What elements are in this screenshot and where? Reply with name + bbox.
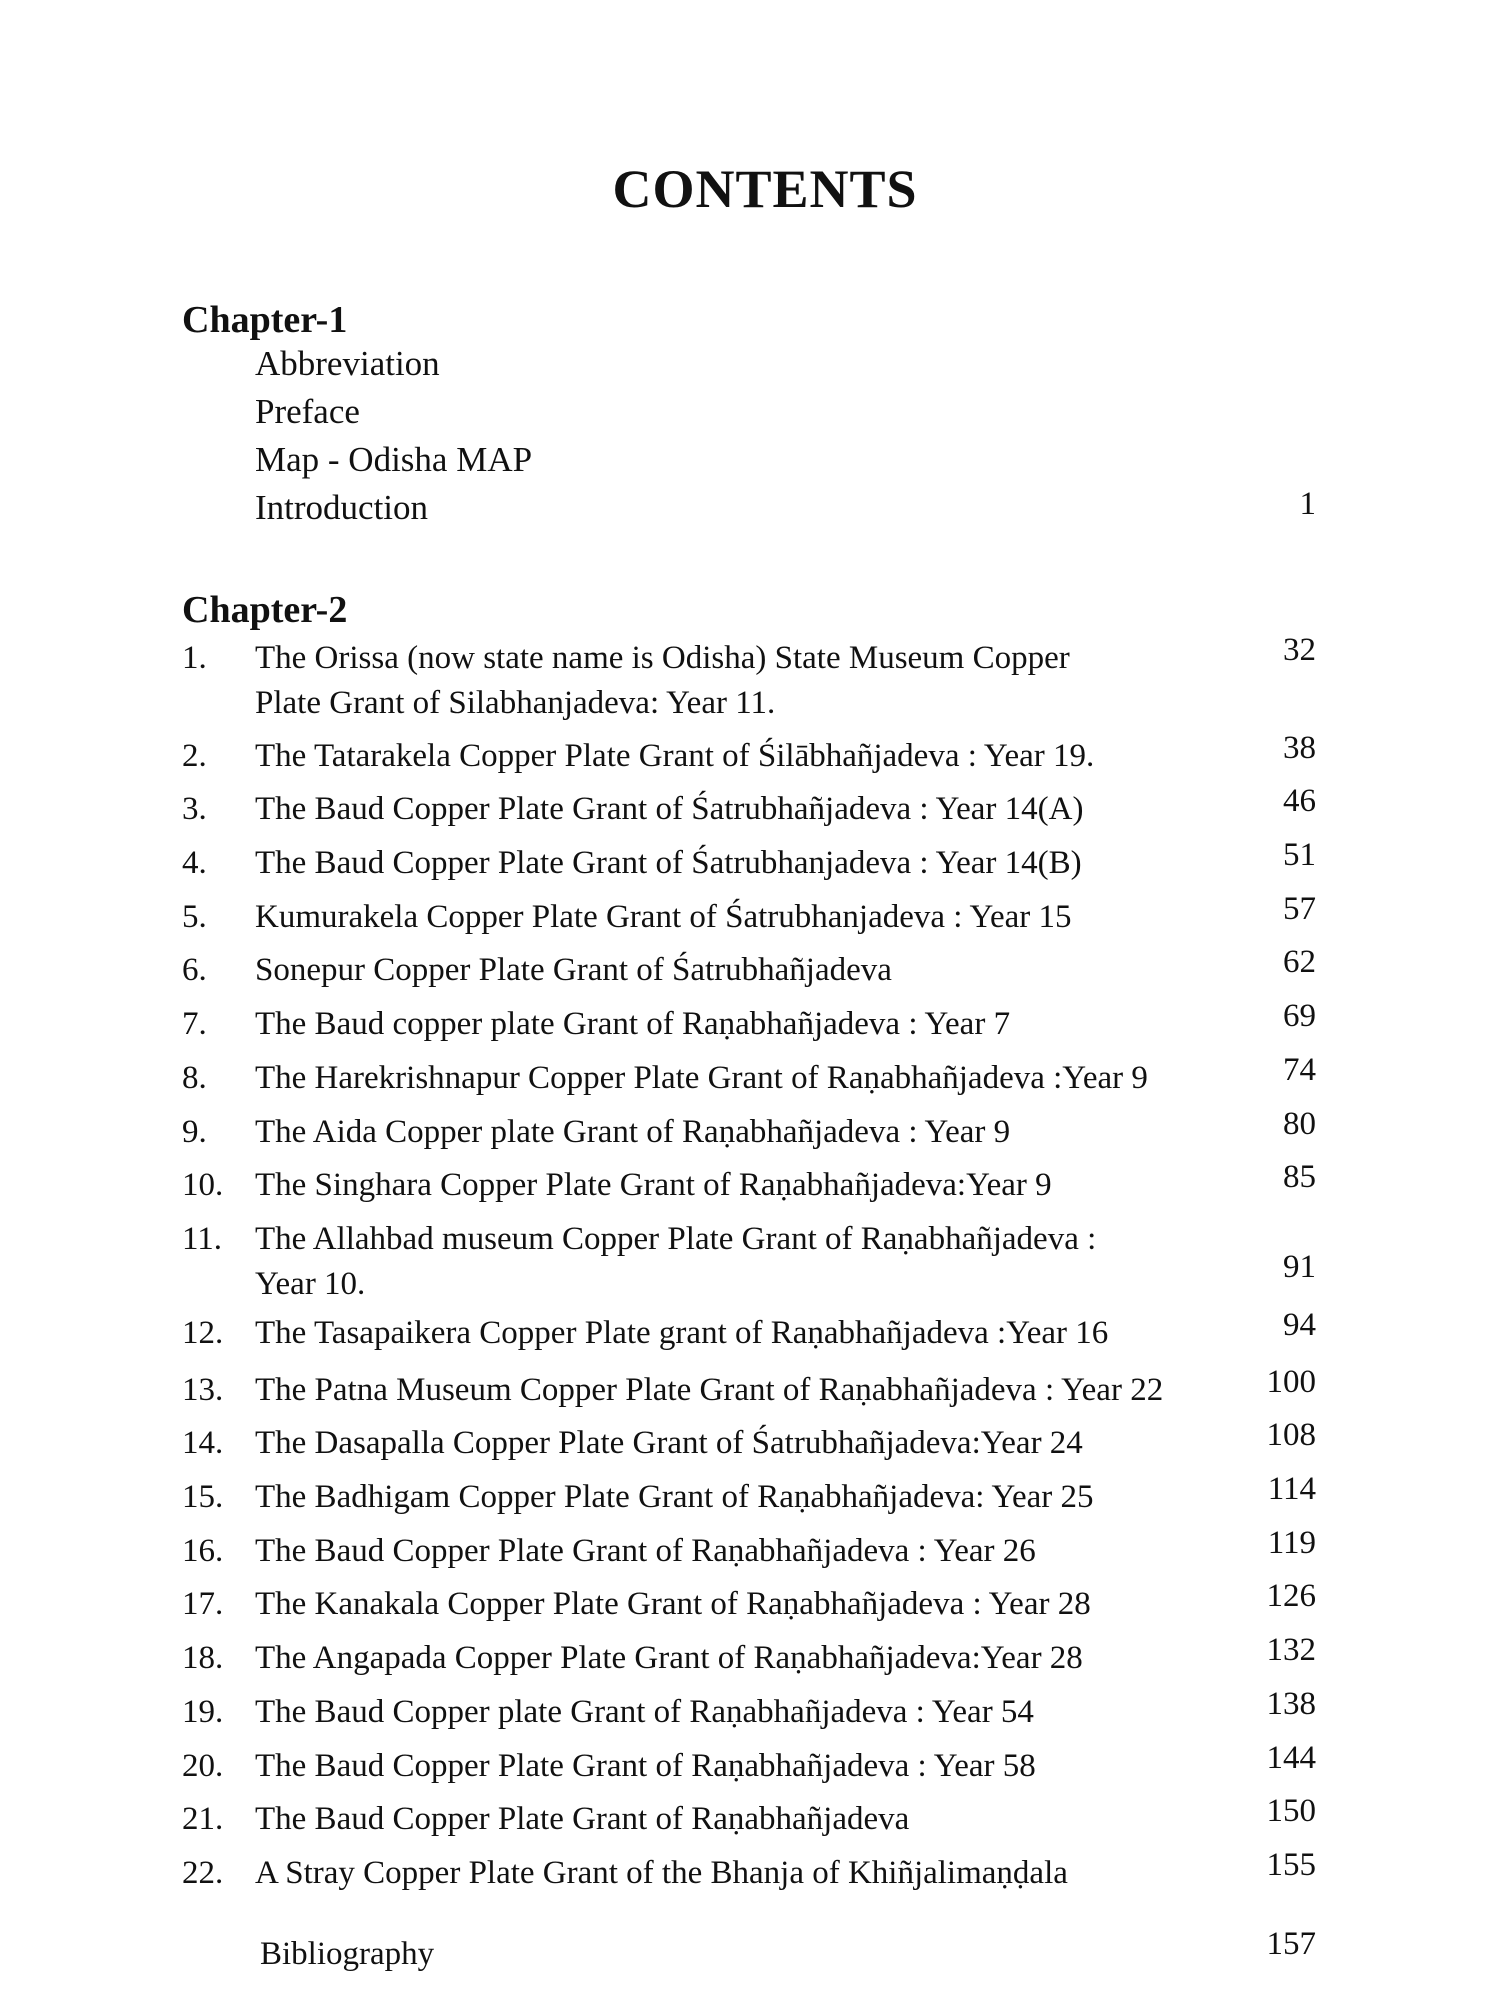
toc-entry-title bbox=[255, 1744, 1235, 1789]
toc-entry-page-number: 144 bbox=[1266, 1740, 1316, 1776]
toc-entry-number: 13. bbox=[182, 1372, 224, 1408]
toc-entry-title-line: The Baud Copper plate Grant of Raṇabhañjadeva : Year 54 bbox=[255, 1694, 1034, 1730]
toc-entry-page-number: 74 bbox=[1283, 1052, 1316, 1088]
toc-entry-title-line: The Kanakala Copper Plate Grant of Raṇabhañjadeva : Year 28 bbox=[255, 1586, 1091, 1622]
toc-entry-page-number: 46 bbox=[1283, 783, 1316, 819]
toc-entry-number: 10. bbox=[182, 1167, 224, 1203]
toc-entry-title bbox=[255, 1582, 1235, 1627]
toc-entry-page-number: 57 bbox=[1283, 891, 1316, 927]
toc-entry-page-number: 32 bbox=[1283, 632, 1316, 668]
toc-entry-title-line: The Aida Copper plate Grant of Raṇabhañjadeva : Year 9 bbox=[255, 1114, 1011, 1150]
toc-entry-number: 2. bbox=[182, 738, 207, 774]
toc-item-map: Map - Odisha MAP bbox=[255, 440, 533, 479]
toc-entry-page-number: 155 bbox=[1266, 1847, 1316, 1883]
toc-entry-number: 19. bbox=[182, 1694, 224, 1730]
toc-item-introduction: Introduction bbox=[255, 488, 429, 527]
toc-entry-title-line: The Harekrishnapur Copper Plate Grant of Raṇabhañjadeva :Year 9 bbox=[255, 1060, 1148, 1096]
toc-entry-title bbox=[255, 1163, 1235, 1208]
toc-entry-title bbox=[255, 1421, 1235, 1466]
toc-entry-page-number: 38 bbox=[1283, 730, 1316, 766]
toc-entry-number: 7. bbox=[182, 1006, 207, 1042]
toc-entry-page-number: 94 bbox=[1283, 1307, 1316, 1343]
toc-entry-title bbox=[255, 636, 1235, 726]
toc-entry-title-line: The Dasapalla Copper Plate Grant of Śatrubhañjadeva:Year 24 bbox=[255, 1425, 1083, 1461]
toc-entry-number: 17. bbox=[182, 1586, 224, 1622]
toc-entry-title bbox=[255, 1110, 1235, 1155]
toc-entry-title bbox=[255, 1851, 1235, 1896]
toc-entry-number: 3. bbox=[182, 791, 207, 827]
toc-entry-title bbox=[255, 787, 1235, 832]
toc-entry-title-line: The Allahbad museum Copper Plate Grant of Raṇabhañjadeva : bbox=[255, 1221, 1097, 1257]
toc-entry-number: 16. bbox=[182, 1533, 224, 1569]
toc-entry-page-number: 62 bbox=[1283, 944, 1316, 980]
toc-entry-title bbox=[255, 1056, 1235, 1101]
toc-entry-page-number: 126 bbox=[1266, 1578, 1316, 1614]
toc-entry-number: 21. bbox=[182, 1801, 224, 1837]
toc-entry-title-line: The Baud copper plate Grant of Raṇabhañjadeva : Year 7 bbox=[255, 1006, 1011, 1042]
toc-entry-title-line: Kumurakela Copper Plate Grant of Śatrubhanjadeva : Year 15 bbox=[255, 899, 1072, 935]
toc-entry-number: 11. bbox=[182, 1221, 223, 1257]
toc-entry-title-line: Sonepur Copper Plate Grant of Śatrubhañjadeva bbox=[255, 952, 892, 988]
toc-entry-number: 22. bbox=[182, 1855, 224, 1891]
toc-entry-title bbox=[255, 1002, 1235, 1047]
toc-entry-title-line: The Patna Museum Copper Plate Grant of Raṇabhañjadeva : Year 22 bbox=[255, 1372, 1164, 1408]
toc-entry-title-line: The Tasapaikera Copper Plate grant of Raṇabhañjadeva :Year 16 bbox=[255, 1315, 1109, 1351]
toc-entry-title-line: The Orissa (now state name is Odisha) State Museum Copper bbox=[255, 640, 1070, 676]
toc-entry-page-number: 100 bbox=[1266, 1364, 1316, 1400]
toc-entry-page-number: 108 bbox=[1266, 1417, 1316, 1453]
toc-entry-number: 8. bbox=[182, 1060, 207, 1096]
toc-entry-number: 4. bbox=[182, 845, 207, 881]
chapter-1-heading: Chapter-1 bbox=[182, 299, 348, 341]
toc-entry-title bbox=[255, 895, 1235, 940]
toc-entry-number: 18. bbox=[182, 1640, 224, 1676]
toc-entry-page-number: 69 bbox=[1283, 998, 1316, 1034]
toc-entry-page-number: 119 bbox=[1267, 1525, 1316, 1561]
toc-entry-page-number: 132 bbox=[1266, 1632, 1316, 1668]
toc-entry-title bbox=[255, 1475, 1235, 1520]
toc-entry-title-line: Plate Grant of Silabhanjadeva: Year 11. bbox=[255, 685, 776, 721]
toc-entry-number: 20. bbox=[182, 1748, 224, 1784]
toc-entry-page-number: 114 bbox=[1267, 1471, 1316, 1507]
toc-item-preface: Preface bbox=[255, 392, 360, 431]
toc-entry-title-line: The Badhigam Copper Plate Grant of Raṇabhañjadeva: Year 25 bbox=[255, 1479, 1094, 1515]
toc-entry-number: 12. bbox=[182, 1315, 224, 1351]
toc-entry-page-number: 51 bbox=[1283, 837, 1316, 873]
toc-page-bibliography: 157 bbox=[1266, 1926, 1316, 1962]
toc-entry-title-line: Year 10. bbox=[255, 1266, 366, 1302]
toc-entry-title bbox=[255, 948, 1235, 993]
toc-entry-page-number: 80 bbox=[1283, 1106, 1316, 1142]
toc-page-introduction: 1 bbox=[1299, 486, 1316, 522]
toc-entry-title bbox=[255, 1529, 1235, 1574]
toc-entry-title-line: The Angapada Copper Plate Grant of Raṇabhañjadeva:Year 28 bbox=[255, 1640, 1083, 1676]
toc-entry-title-line: The Baud Copper Plate Grant of Śatrubhanjadeva : Year 14(B) bbox=[255, 845, 1082, 881]
toc-entry-number: 6. bbox=[182, 952, 207, 988]
toc-entry-page-number: 91 bbox=[1283, 1249, 1316, 1285]
toc-entry-title bbox=[255, 1690, 1235, 1735]
toc-entry-title bbox=[255, 734, 1235, 779]
toc-item-bibliography: Bibliography bbox=[260, 1936, 435, 1972]
toc-entry-page-number: 138 bbox=[1266, 1686, 1316, 1722]
toc-entry-title bbox=[255, 1797, 1235, 1842]
page-title: CONTENTS bbox=[612, 159, 918, 219]
toc-entry-number: 9. bbox=[182, 1114, 207, 1150]
toc-entry-title bbox=[255, 1636, 1235, 1681]
toc-entry-title bbox=[255, 841, 1235, 886]
toc-entry-number: 14. bbox=[182, 1425, 224, 1461]
toc-entry-number: 5. bbox=[182, 899, 207, 935]
toc-entry-title-line: The Baud Copper Plate Grant of Raṇabhañjadeva : Year 58 bbox=[255, 1748, 1036, 1784]
toc-entry-title bbox=[255, 1311, 1235, 1356]
toc-entry-title-line: The Tatarakela Copper Plate Grant of Śilābhañjadeva : Year 19. bbox=[255, 738, 1095, 774]
toc-entry-page-number: 85 bbox=[1283, 1159, 1316, 1195]
toc-entry-number: 15. bbox=[182, 1479, 224, 1515]
chapter-2-heading: Chapter-2 bbox=[182, 589, 348, 631]
toc-item-abbreviation: Abbreviation bbox=[255, 344, 440, 383]
toc-entry-title-line: The Singhara Copper Plate Grant of Raṇabhañjadeva:Year 9 bbox=[255, 1167, 1052, 1203]
toc-entry-title bbox=[255, 1217, 1235, 1307]
toc-entry-title-line: A Stray Copper Plate Grant of the Bhanja of Khiñjalimaṇḍala bbox=[255, 1855, 1068, 1891]
toc-entry-title bbox=[255, 1368, 1235, 1413]
toc-entry-page-number: 150 bbox=[1266, 1793, 1316, 1829]
toc-entry-number: 1. bbox=[182, 640, 207, 676]
toc-entry-title-line: The Baud Copper Plate Grant of Raṇabhañjadeva : Year 26 bbox=[255, 1533, 1036, 1569]
toc-entry-title-line: The Baud Copper Plate Grant of Śatrubhañjadeva : Year 14(A) bbox=[255, 791, 1084, 827]
toc-entry-title-line: The Baud Copper Plate Grant of Raṇabhañjadeva bbox=[255, 1801, 910, 1837]
